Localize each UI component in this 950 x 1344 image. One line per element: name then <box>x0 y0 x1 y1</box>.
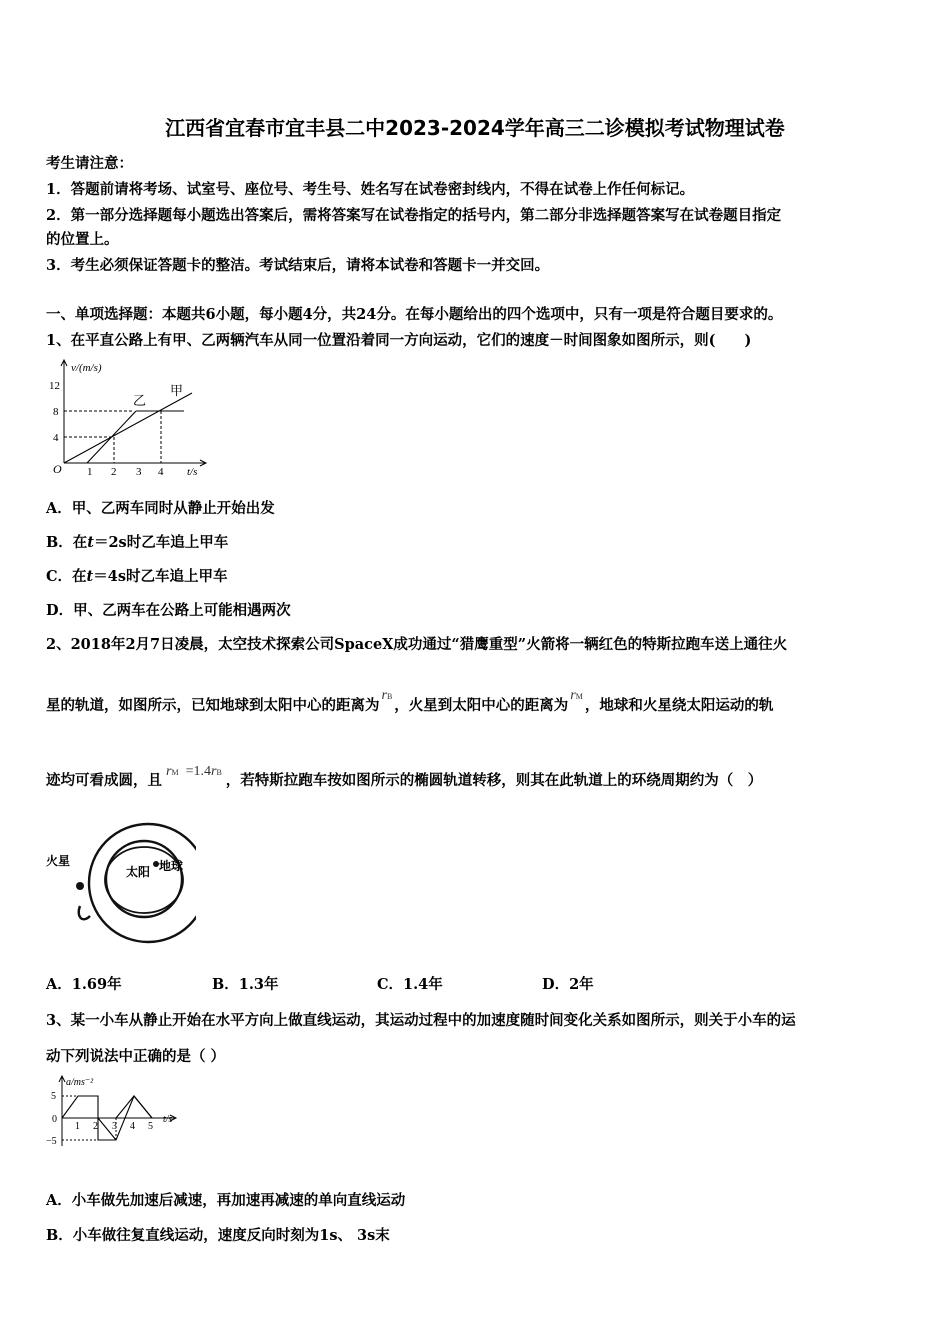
q3-graph-ylabel: a/ms⁻² <box>66 1077 94 1088</box>
q3-graph-xlabel: t/s <box>163 1114 173 1125</box>
q3-option-a: A．小车做先加速后减速，再加速再减速的单向直线运动 <box>46 1192 406 1209</box>
q1-graph-xlabel: t/s <box>187 466 198 478</box>
q3-graph-ytick: 5 <box>51 1091 56 1102</box>
q2-orbit-figure <box>46 820 196 944</box>
q1-graph-label-yi: 乙 <box>133 393 147 408</box>
q1-graph-xtick: 3 <box>136 466 142 478</box>
q1-graph-ytick: 4 <box>53 432 59 444</box>
notice-item: 3．考生必须保证答题卡的整洁。考试结束后，请将本试卷和答题卡一并交回。 <box>46 257 550 274</box>
r-m-symbol: rM <box>570 688 583 703</box>
mars-label: 火星 <box>46 854 71 868</box>
q3-graph-xtick: 1 <box>75 1121 80 1132</box>
q1-graph-xtick: 1 <box>87 466 93 478</box>
q3-stem-line2: 动下列说法中正确的是（ ） <box>46 1048 226 1065</box>
q1-option-c: C．在t＝4s时乙车追上甲车 <box>46 568 228 585</box>
q3-option-b: B．小车做往复直线运动，速度反向时刻为1s、 3s末 <box>46 1227 390 1244</box>
q1-graph-ytick: 12 <box>49 380 60 392</box>
q1-graph-xtick: 4 <box>158 466 164 478</box>
q1-option-a: A．甲、乙两车同时从静止开始出发 <box>46 500 275 517</box>
q2-stem-line1: 2、2018年2月7日凌晨，太空技术探索公司SpaceX成功通过“猎鹰重型”火箭将一辆红色的特斯拉跑车送上通往火 <box>46 636 788 653</box>
q1-graph-ytick: 8 <box>53 406 59 418</box>
ratio-equation: rM =1.4rB <box>166 764 222 779</box>
q3-graph-ytick: 0 <box>52 1114 57 1125</box>
q1-graph-label-jia: 甲 <box>170 383 184 398</box>
q3-graph-ytick: −5 <box>46 1136 57 1147</box>
q1-option-d: D．甲、乙两车在公路上可能相遇两次 <box>46 602 291 619</box>
page-title: 江西省宜春市宜丰县二中2023-2024学年高三二诊模拟考试物理试卷 <box>165 116 785 140</box>
q3-stem-line1: 3、某一小车从静止开始在水平方向上做直线运动，其运动过程中的加速度随时间变化关系如图所示，则关于小车的运 <box>46 1012 796 1029</box>
notice-item: 1．答题前请将考场、试室号、座位号、考生号、姓名写在试卷密封线内，不得在试卷上作任何标记。 <box>46 181 695 198</box>
q1-graph-ylabel: v/(m/s) <box>71 362 102 374</box>
q1-vt-graph <box>44 357 214 481</box>
q3-graph-xtick: 3 <box>112 1121 117 1132</box>
q2-stem-line3: 迹均可看成圆，且rM =1.4rB ，若特斯拉跑车按如图所示的椭圆轨道转移，则其在此轨道上的环绕周期约为（ ） <box>46 764 763 789</box>
q2-option-a: A．1.69年 <box>46 976 122 993</box>
notice-item: 2．第一部分选择题每小题选出答案后，需将答案写在试卷指定的括号内，第二部分非选择题答案写在试卷题目指定 <box>46 207 782 224</box>
q1-option-b: B．在t＝2s时乙车追上甲车 <box>46 534 229 551</box>
q2-option-d: D．2年 <box>542 976 594 993</box>
sun-label: 太阳 <box>126 865 151 879</box>
q3-at-graph <box>46 1074 186 1150</box>
q3-graph-xtick: 5 <box>148 1121 153 1132</box>
r-b-symbol: rB <box>381 688 393 703</box>
q3-graph-xtick: 2 <box>93 1121 98 1132</box>
q2-option-c: C．1.4年 <box>377 976 443 993</box>
q1-graph-origin: O <box>53 462 62 476</box>
notice-heading: 考生请注意： <box>46 155 133 172</box>
earth-label: 地球 <box>159 859 184 873</box>
q2-stem-line2: 星的轨道，如图所示，已知地球到太阳中心的距离为rB，火星到太阳中心的距离为rM，地球和火星绕太阳运动的轨 <box>46 688 774 714</box>
q2-option-b: B．1.3年 <box>212 976 279 993</box>
q1-graph-xtick: 2 <box>111 466 117 478</box>
notice-item: 的位置上。 <box>46 231 119 248</box>
q1-stem: 1、在平直公路上有甲、乙两辆汽车从同一位置沿着同一方向运动，它们的速度－时间图象如图所示，则( ) <box>46 332 752 349</box>
q3-graph-xtick: 4 <box>130 1121 135 1132</box>
section-heading: 一、单项选择题：本题共6小题，每小题4分，共24分。在每小题给出的四个选项中，只有一项是符合题目要求的。 <box>46 306 783 323</box>
